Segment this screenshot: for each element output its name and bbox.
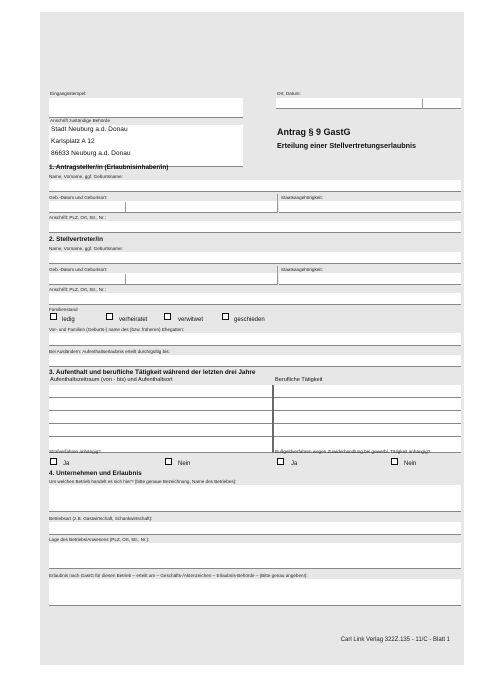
marital-widowed-label: verwitwet [178, 317, 204, 323]
residence-permit-field[interactable] [49, 355, 461, 367]
deputy-address-field[interactable] [49, 293, 461, 305]
business-type-field[interactable] [49, 522, 461, 535]
occupation-column-header: Berufliche Tätigkeit [275, 377, 323, 383]
applicant-address-label: Anschrift: PLZ, Ort, Str., Nr.: [49, 215, 106, 220]
stamp-label: Eingangsstempel: [50, 91, 87, 96]
authority-label: Anschrift zuständige Behörde [50, 118, 111, 123]
criminal-yes-label: Ja [63, 461, 70, 467]
fine-no-label: Nein [404, 461, 417, 467]
marital-single-checkbox[interactable] [50, 313, 57, 320]
fine-yes-checkbox[interactable] [277, 458, 284, 465]
publisher-footer: Carl Link Verlag 322Z.135 - 11/C - Blatt 1 [340, 637, 450, 643]
form-title: Antrag § 9 GastG [277, 127, 351, 137]
permit-details-label: Erlaubnis nach GastG für diesen Betrieb – erteilt am – Geschäfts-/Aktenzeichen – Erlaubnis-Behörde – (Bitte genau angeben!): [49, 573, 308, 578]
business-name-field[interactable] [49, 485, 461, 512]
place-date-label: Ort, Datum: [277, 91, 301, 96]
place-date-divider [422, 99, 423, 109]
business-location-field[interactable] [49, 543, 461, 569]
criminal-no-checkbox[interactable] [165, 458, 172, 465]
marital-status-label: Familienstand [49, 307, 78, 312]
deputy-birth-divider [125, 274, 126, 285]
stamp-field[interactable] [49, 98, 243, 118]
spouse-name-field[interactable] [49, 333, 461, 346]
deputy-citizenship-field[interactable] [279, 273, 461, 285]
application-form [40, 12, 464, 665]
business-location-label: Lage des Betriebs/Anwesens (PLZ, Ort, Str., Nr.): [49, 537, 150, 542]
applicant-birth-field[interactable] [49, 201, 277, 213]
fine-proceedings-label: Bußgeldverfahren wegen Zuwiderhandlung bei gewerbl. Tätigkeit anhängig? [275, 449, 431, 454]
fine-yes-label: Ja [291, 461, 298, 467]
residence-permit-label: Bei Ausländern: Aufenthaltserlaubnis erteilt durch/gültig bis: [49, 349, 170, 354]
deputy-birth-label: Geb.-Datum und Geburtsort: [49, 267, 108, 272]
history-table [49, 385, 461, 453]
history-row-4-occupation[interactable] [274, 424, 461, 436]
place-date-field[interactable] [276, 98, 461, 109]
applicant-address-field[interactable] [49, 221, 461, 233]
marital-married-checkbox[interactable] [106, 313, 113, 320]
applicant-name-label: Name, Vorname, ggf. Geburtsname: [49, 174, 123, 179]
criminal-yes-checkbox[interactable] [50, 458, 57, 465]
applicant-citizenship-field[interactable] [279, 201, 461, 213]
marital-widowed-checkbox[interactable] [164, 313, 171, 320]
deputy-name-field[interactable] [49, 252, 461, 264]
spouse-name-label: Vor- und Familien (Geburts-) name des (bzw. früheren) Ehegatten: [49, 327, 185, 332]
applicant-column-divider [277, 194, 278, 213]
history-row-1-occupation[interactable] [274, 385, 461, 397]
marital-divorced-label: geschieden [234, 317, 265, 323]
marital-single-label: ledig [62, 317, 75, 323]
marital-divorced-checkbox[interactable] [222, 313, 229, 320]
marital-married-label: verheiratet [119, 317, 148, 323]
criminal-proceedings-label: Strafverfahren anhängig? [49, 449, 101, 454]
authority-line-1: Stadt Neuburg a.d. Donau [51, 126, 128, 133]
section-4-heading: 4. Unternehmen und Erlaubnis [49, 470, 142, 477]
authority-line-2: Karlsplatz A 12 [51, 138, 95, 145]
business-question-label: Um welchen Betrieb handelt es sich hier? (bitte genaue Bezeichnung, Name des Betriebes): [49, 479, 237, 484]
deputy-name-label: Name, Vorname, ggf. Geburtsname: [49, 246, 123, 251]
authority-line-3: 86633 Neuburg a.d. Donau [51, 150, 131, 157]
applicant-name-field[interactable] [49, 180, 461, 192]
deputy-column-divider [277, 266, 278, 285]
history-row-2-occupation[interactable] [274, 398, 461, 410]
deputy-address-label: Anschrift: PLZ, Ort, Str., Nr.: [49, 287, 106, 292]
deputy-citizenship-label: Staatsangehörigkeit: [281, 267, 323, 272]
section-1-heading: 1. Antragsteller/in (Erlaubnisinhaber/in) [49, 164, 169, 171]
deputy-birth-field[interactable] [49, 273, 277, 285]
history-row-3-period[interactable] [49, 411, 272, 423]
applicant-citizenship-label: Staatsangehörigkeit: [281, 195, 323, 200]
applicant-birth-divider [125, 202, 126, 213]
business-type-label: Betriebsart (z.B. Gastwirtschaft, Schankwirtschaft): [49, 516, 153, 521]
permit-details-field[interactable] [49, 579, 461, 606]
residence-period-column-header: Aufenthaltszeitraum (von - bis) und Aufenthaltsort [50, 377, 173, 383]
history-row-1-period[interactable] [49, 385, 272, 397]
history-row-2-period[interactable] [49, 398, 272, 410]
fine-no-checkbox[interactable] [391, 458, 398, 465]
history-row-4-period[interactable] [49, 424, 272, 436]
section-3-heading: 3. Aufenthalt und berufliche Tätigkeit während der letzten drei Jahre [49, 369, 256, 376]
section-2-heading: 2. Stellvertreter/in [49, 236, 103, 243]
form-subtitle: Erteilung einer Stellvertretungserlaubnis [277, 141, 416, 150]
history-row-3-occupation[interactable] [274, 411, 461, 423]
criminal-no-label: Nein [178, 461, 191, 467]
applicant-birth-label: Geb.-Datum und Geburtsort: [49, 195, 108, 200]
